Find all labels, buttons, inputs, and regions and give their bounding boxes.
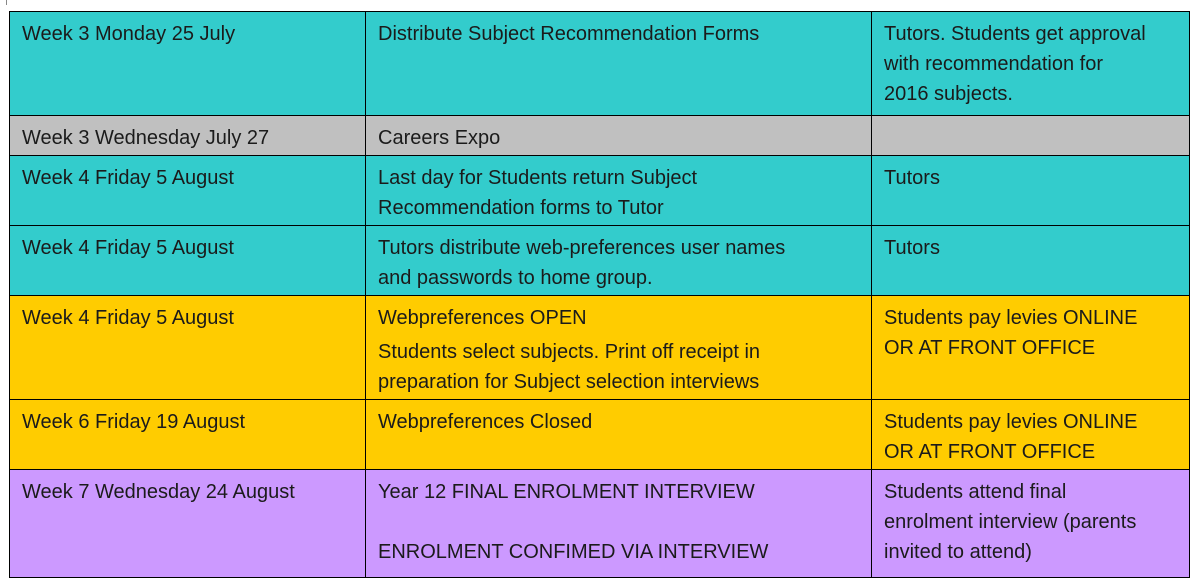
date-text: Week 6 Friday 19 August — [22, 411, 246, 433]
date-cell — [10, 12, 366, 116]
notes-text: OR AT FRONT OFFICE — [884, 441, 1096, 463]
notes-text: 2016 subjects. — [884, 83, 1013, 105]
table-row — [10, 470, 1190, 578]
date-cell — [10, 400, 366, 470]
date-cell — [10, 296, 366, 400]
subject-selection-schedule-table — [9, 11, 1190, 578]
notes-cell — [872, 12, 1190, 116]
notes-text: Students pay levies ONLINE — [884, 307, 1138, 329]
event-cell — [366, 12, 872, 116]
event-cell — [366, 470, 872, 578]
table-row — [10, 116, 1190, 156]
event-text: Careers Expo — [378, 127, 501, 149]
notes-text: invited to attend) — [884, 541, 1032, 563]
event-cell — [366, 226, 872, 296]
date-cell — [10, 470, 366, 578]
event-text: and passwords to home group. — [378, 267, 653, 289]
date-text: Week 4 Friday 5 August — [22, 237, 234, 259]
event-cell — [366, 400, 872, 470]
notes-text: enrolment interview (parents — [884, 511, 1137, 533]
table-row — [10, 400, 1190, 470]
notes-cell — [872, 470, 1190, 578]
date-cell — [10, 116, 366, 156]
notes-text: Students attend final — [884, 481, 1067, 503]
notes-cell — [872, 156, 1190, 226]
event-cell — [366, 156, 872, 226]
event-text: ENROLMENT CONFIMED VIA INTERVIEW — [378, 541, 769, 563]
notes-text: Tutors — [884, 237, 940, 259]
notes-cell — [872, 116, 1190, 156]
notes-text: Tutors. Students get approval — [884, 23, 1146, 45]
date-text: Week 3 Wednesday July 27 — [22, 127, 270, 149]
date-cell — [10, 156, 366, 226]
event-text: Last day for Students return Subject — [378, 167, 698, 189]
notes-cell — [872, 296, 1190, 400]
event-text: Webpreferences Closed — [378, 411, 593, 433]
notes-text: with recommendation for — [884, 53, 1103, 75]
table-row — [10, 156, 1190, 226]
notes-text: OR AT FRONT OFFICE — [884, 337, 1096, 359]
table-row — [10, 12, 1190, 116]
event-text: Tutors distribute web-preferences user names — [378, 237, 786, 259]
event-cell — [366, 296, 872, 400]
page-edge-mark — [6, 0, 7, 5]
table-row — [10, 296, 1190, 400]
notes-cell — [872, 400, 1190, 470]
event-text: Distribute Subject Recommendation Forms — [378, 23, 760, 45]
table-row — [10, 226, 1190, 296]
event-text: Webpreferences OPEN — [378, 307, 587, 329]
notes-text: Students pay levies ONLINE — [884, 411, 1138, 433]
event-text: Students select subjects. Print off receipt in — [378, 341, 761, 363]
date-text: Week 3 Monday 25 July — [22, 23, 236, 45]
event-text: Recommendation forms to Tutor — [378, 197, 664, 219]
date-text: Week 4 Friday 5 August — [22, 307, 234, 329]
date-text: Week 7 Wednesday 24 August — [22, 481, 295, 503]
notes-text: Tutors — [884, 167, 940, 189]
event-text: Year 12 FINAL ENROLMENT INTERVIEW — [378, 481, 755, 503]
event-cell — [366, 116, 872, 156]
date-cell — [10, 226, 366, 296]
date-text: Week 4 Friday 5 August — [22, 167, 234, 189]
event-text: preparation for Subject selection interviews — [378, 371, 760, 393]
notes-cell — [872, 226, 1190, 296]
